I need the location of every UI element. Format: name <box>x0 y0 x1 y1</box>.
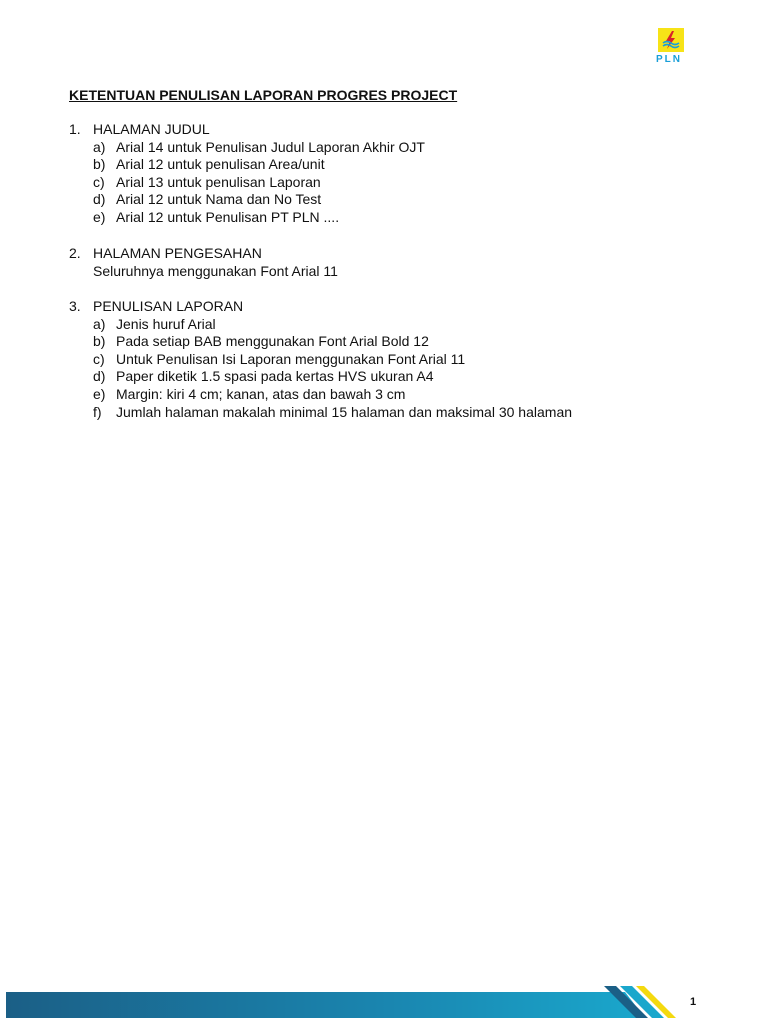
list-item <box>69 404 572 422</box>
item-text: Arial 12 untuk Nama dan No Test <box>116 191 322 208</box>
item-marker: f) <box>93 403 102 420</box>
item-text: Pada setiap BAB menggunakan Font Arial Bold 12 <box>116 333 429 350</box>
section-body: Seluruhnya menggunakan Font Arial 11 <box>93 262 338 279</box>
list-item <box>69 316 572 334</box>
list-item <box>69 139 425 157</box>
pln-lightning-icon <box>658 28 684 52</box>
list-item <box>69 191 425 209</box>
item-text: Jenis huruf Arial <box>116 315 216 332</box>
section-number: 2. <box>69 245 81 261</box>
item-marker: e) <box>93 385 106 402</box>
item-marker: b) <box>93 333 106 350</box>
list-item <box>69 386 572 404</box>
section-number: 1. <box>69 121 81 137</box>
item-text: Paper diketik 1.5 spasi pada kertas HVS ukuran A4 <box>116 368 434 385</box>
section-title: HALAMAN JUDUL <box>93 121 210 137</box>
list-item <box>69 174 425 192</box>
list-item <box>69 209 425 227</box>
list-item <box>69 368 572 386</box>
section-halaman-pengesahan <box>69 245 338 280</box>
item-marker: c) <box>93 173 105 190</box>
item-text: Untuk Penulisan Isi Laporan menggunakan Font Arial 11 <box>116 350 466 367</box>
footer-band <box>0 982 768 1024</box>
page-number: 1 <box>690 996 697 1008</box>
section-heading <box>69 245 338 263</box>
item-marker: d) <box>93 368 106 385</box>
section-title: PENULISAN LAPORAN <box>93 298 244 314</box>
item-marker: b) <box>93 156 106 173</box>
item-text: Margin: kiri 4 cm; kanan, atas dan bawah 3 cm <box>116 385 406 402</box>
section-title: HALAMAN PENGESAHAN <box>93 245 262 261</box>
item-marker: d) <box>93 191 106 208</box>
item-marker: a) <box>93 315 106 332</box>
list-item <box>69 333 572 351</box>
section-heading <box>69 298 572 316</box>
item-text: Arial 14 untuk Penulisan Judul Laporan Akhir OJT <box>116 138 425 155</box>
item-text: Arial 12 untuk Penulisan PT PLN .... <box>116 208 340 225</box>
section-heading <box>69 121 425 139</box>
list-item <box>69 156 425 174</box>
section-halaman-judul <box>69 121 425 227</box>
item-text: Arial 12 untuk penulisan Area/unit <box>116 156 325 173</box>
item-text: Arial 13 untuk penulisan Laporan <box>116 173 321 190</box>
pln-logo <box>650 24 690 70</box>
document-title: KETENTUAN PENULISAN LAPORAN PROGRES PROJECT <box>69 87 458 103</box>
section-penulisan-laporan <box>69 298 572 421</box>
list-item <box>69 351 572 369</box>
logo-text: PLN <box>656 54 682 65</box>
item-marker: a) <box>93 138 106 155</box>
item-text: Jumlah halaman makalah minimal 15 halaman dan maksimal 30 halaman <box>116 403 573 420</box>
item-marker: e) <box>93 208 106 225</box>
item-marker: c) <box>93 350 105 367</box>
section-number: 3. <box>69 298 81 314</box>
